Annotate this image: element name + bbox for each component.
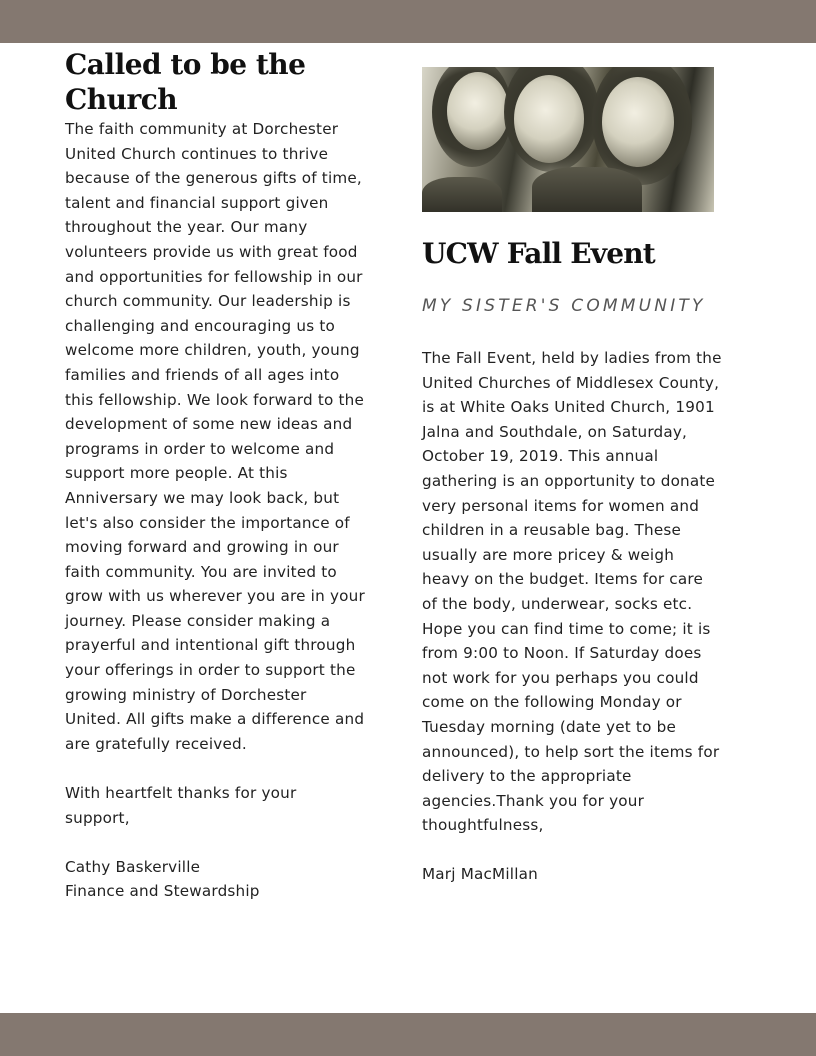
top-band: [0, 0, 816, 43]
signature-name: Cathy Baskerville: [65, 857, 201, 876]
ucw-paragraph: The Fall Event, held by ladies from the United Churches of Middlesex County, is at White Oaks United Church, 1901 Jalna and Southdale, on Saturday, October 19, 2019. This annual gathering is an opportunity to donate very personal items for women and children in a reusable bag. These usually are more pricey & weigh heavy on the budget. Items for care of the body, underwear, socks etc. Hope you can find time to come; it is from 9:00 to Noon. If Saturday does not work for you perhaps you could come on the following Monday or Tuesday morning (date yet to be announced), to help sort the items for delivery to the appropriate agencies.Thank you for your thoughtfulness,: [422, 349, 722, 835]
ucw-signature: Marj MacMillan: [422, 865, 538, 884]
ucw-title: UCW Fall Event: [422, 237, 655, 270]
stewardship-paragraph: The faith community at Dorchester United Church continues to thrive because of the generous gifts of time, talent and financial support given throughout the year. Our many volunteers provide us with great food and opportunities for fellowship in our church community. Our leadership is challenging and encouraging us to welcome more children, youth, young families and friends of all ages into this fellowship. We look forward to the development of some new ideas and programs in order to welcome and support more people. At this Anniversary we may look back, but let's also consider the importance of moving forward and growing in our faith community. You are invited to grow with us wherever you are in your journey. Please consider making a prayerful and intentional gift through your offerings in order to support the growing ministry of Dorchester United. All gifts make a difference and are gratefully received.: [65, 120, 365, 753]
bottom-band: [0, 1013, 816, 1056]
women-photo: [422, 67, 714, 212]
ucw-subtitle: MY SISTER'S COMMUNITY: [422, 296, 706, 316]
stewardship-title: Called to be the Church: [65, 48, 306, 116]
thanks-line: With heartfelt thanks for your support,: [65, 784, 297, 827]
stewardship-column: [65, 47, 365, 904]
ucw-column: [422, 67, 722, 887]
signature-role: Finance and Stewardship: [65, 882, 260, 901]
